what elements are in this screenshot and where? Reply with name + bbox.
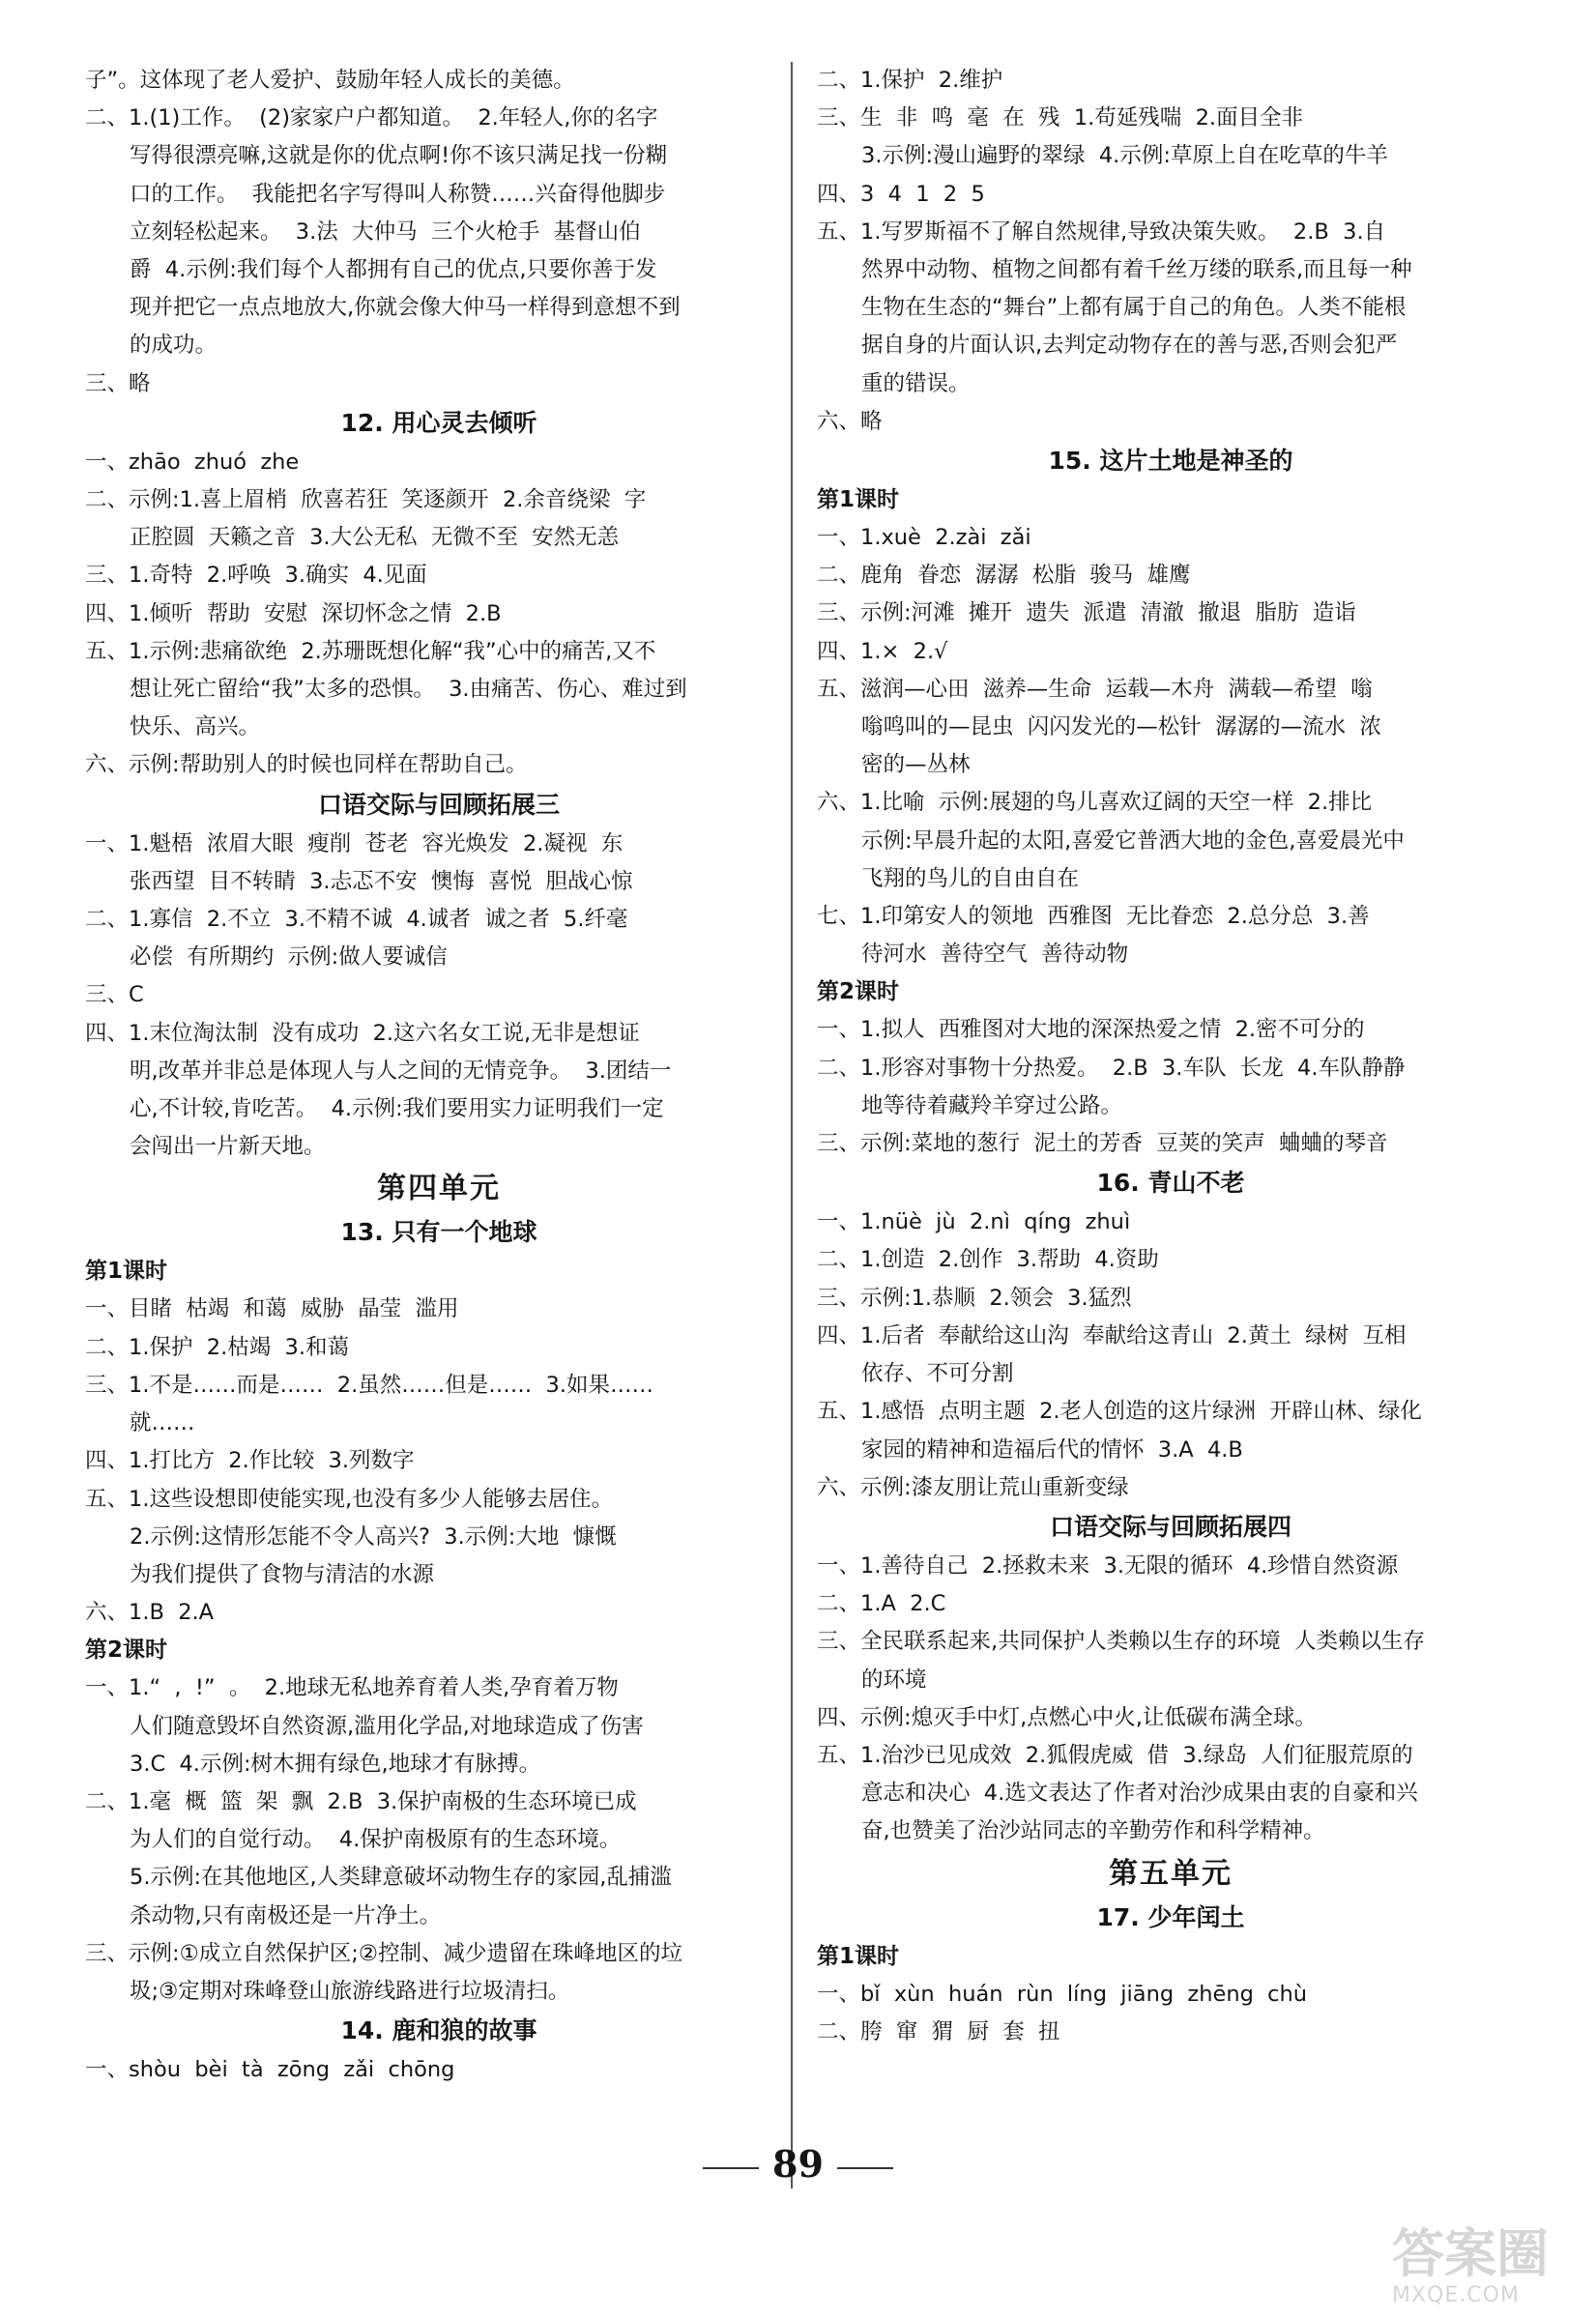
section-title: 口语交际与回顾拓展三 xyxy=(317,790,560,819)
answer-line-continued: 人们随意毁坏自然资源,滥用化学品,对地球造成了伤害 xyxy=(130,1713,644,1739)
answer-line-continued: 意志和决心 4.选文表达了作者对治沙成果由衷的自豪和兴 xyxy=(861,1781,1418,1807)
answer-line: 四、1.打比方 2.作比较 3.列数字 xyxy=(85,1448,415,1474)
watermark-site-text: MXQE.COM xyxy=(1392,2283,1520,2307)
answer-line-continued: 立刻轻松起来。 3.法 大仲马 三个火枪手 基督山伯 xyxy=(130,218,641,245)
answer-line: 三、示例:河滩 摊开 遗失 派遣 清澈 撤退 脂肪 造诣 xyxy=(817,600,1356,626)
answer-line: 三、示例:①成立自然保护区;②控制、减少遗留在珠峰地区的垃 xyxy=(85,1940,683,1966)
footer-dash-left xyxy=(703,2167,759,2169)
answer-line: 三、1.奇特 2.呼唤 3.确实 4.见面 xyxy=(85,563,427,589)
answer-line: 六、示例:漆友朋让荒山重新变绿 xyxy=(817,1474,1129,1500)
answer-line: 四、1.末位淘汰制 没有成功 2.这六名女工说,无非是想证 xyxy=(85,1020,640,1046)
answer-line: 二、1.A 2.C xyxy=(817,1591,946,1617)
answer-line-continued: 嗡鸣叫的—昆虫 闪闪发光的—松针 潺潺的—流水 浓 xyxy=(861,714,1381,740)
answer-line: 六、略 xyxy=(817,408,883,434)
column-divider xyxy=(791,62,793,2189)
answer-line: 一、shòu bèi tà zōng zǎi chōng xyxy=(85,2057,455,2083)
section-title: 口语交际与回顾拓展四 xyxy=(1049,1512,1291,1541)
lesson-label: 第1课时 xyxy=(817,1943,900,1969)
answer-line: 五、1.这些设想即使能实现,也没有多少人能够去居住。 xyxy=(85,1486,614,1512)
answer-line: 五、1.治沙已见成效 2.狐假虎威 借 3.绿岛 人们征服荒原的 xyxy=(817,1742,1413,1768)
answer-line: 一、1.魁梧 浓眉大眼 瘦削 苍老 容光焕发 2.凝视 东 xyxy=(85,830,624,856)
answer-line-continued: 示例:早晨升起的太阳,喜爱它普洒大地的金色,喜爱晨光中 xyxy=(861,827,1405,854)
answer-line: 三、1.不是……而是…… 2.虽然……但是…… 3.如果…… xyxy=(85,1372,654,1398)
answer-line-continued: 杀动物,只有南极还是一片净土。 xyxy=(130,1902,442,1928)
answer-line-continued: 3.示例:漫山遍野的翠绿 4.示例:草原上自在吃草的牛羊 xyxy=(861,143,1388,169)
answer-line: 二、1.形容对事物十分热爱。 2.B 3.车队 长龙 4.车队静静 xyxy=(817,1055,1406,1081)
answer-line: 一、bǐ xùn huán rùn líng jiāng zhēng chù xyxy=(817,1981,1308,2007)
answer-line-continued: 就…… xyxy=(130,1410,195,1436)
answer-line-continued: 的成功。 xyxy=(130,333,218,359)
answer-line-continued: 然界中动物、植物之间都有着千丝万缕的联系,而且每一种 xyxy=(861,257,1412,283)
answer-line: 三、示例:1.恭顺 2.领会 3.猛烈 xyxy=(817,1285,1132,1311)
answer-line: 四、1.后者 奉献给这山沟 奉献给这青山 2.黄土 绿树 互相 xyxy=(817,1322,1407,1348)
answer-line: 二、1.毫 概 篮 架 飘 2.B 3.保护南极的生态环境已成 xyxy=(85,1788,637,1814)
answer-line: 一、1.“ , !” 。 2.地球无私地养育着人类,孕育着万物 xyxy=(85,1675,619,1701)
answer-line-continued: 5.示例:在其他地区,人类肆意破坏动物生存的家园,乱捕滥 xyxy=(130,1865,672,1891)
answer-line: 一、1.xuè 2.zài zǎi xyxy=(817,525,1031,551)
answer-line: 五、1.示例:悲痛欲绝 2.苏珊既想化解“我”心中的痛苦,又不 xyxy=(85,638,656,664)
answer-line-continued: 家园的精神和造福后代的情怀 3.A 4.B xyxy=(861,1436,1243,1463)
answer-line-continued: 写得很漂亮嘛,这就是你的优点啊!你不该只满足找一份糊 xyxy=(130,143,668,169)
answer-line: 四、1.× 2.√ xyxy=(817,638,948,664)
answer-line: 六、1.B 2.A xyxy=(85,1600,215,1626)
answer-line-continued: 口的工作。 我能把名字写得叫人称赞……兴奋得他脚步 xyxy=(130,181,666,207)
answer-line-continued: 重的错误。 xyxy=(861,370,971,396)
section-title: 17. 少年闰土 xyxy=(1096,1902,1245,1931)
lesson-label: 第1课时 xyxy=(85,1259,168,1285)
answer-line: 一、1.nüè jù 2.nì qíng zhuì xyxy=(817,1209,1131,1235)
answer-line: 二、1.寡信 2.不立 3.不精不诚 4.诚者 诚之者 5.纤毫 xyxy=(85,907,628,933)
answer-line: 子”。这体现了老人爱护、鼓励年轻人成长的美德。 xyxy=(85,68,575,93)
answer-line-continued: 正腔圆 天籁之音 3.大公无私 无微不至 安然无恙 xyxy=(130,525,620,551)
answer-line: 五、滋润—心田 滋养—生命 运载—木舟 满载—希望 嗡 xyxy=(817,676,1373,702)
answer-line: 六、1.比喻 示例:展翅的鸟儿喜欢辽阔的天空一样 2.排比 xyxy=(817,790,1373,816)
answer-line: 三、全民联系起来,共同保护人类赖以生存的环境 人类赖以生存 xyxy=(817,1629,1425,1655)
answer-line-continued: 的环境 xyxy=(861,1667,927,1693)
answer-line: 二、1.创造 2.创作 3.帮助 4.资助 xyxy=(817,1247,1159,1273)
answer-line: 二、鹿角 眷恋 潺潺 松脂 骏马 雄鹰 xyxy=(817,563,1191,589)
answer-line: 七、1.印第安人的领地 西雅图 无比眷恋 2.总分总 3.善 xyxy=(817,904,1370,930)
answer-line: 三、C xyxy=(85,982,144,1008)
answer-line-continued: 爵 4.示例:我们每个人都拥有自己的优点,只要你善于发 xyxy=(130,257,657,283)
page-footer xyxy=(0,2142,1596,2186)
page-number: 89 xyxy=(772,2142,824,2186)
answer-line-continued: 想让死亡留给“我”太多的恐惧。 3.由痛苦、伤心、难过到 xyxy=(130,677,687,703)
answer-line-continued: 明,改革并非总是体现人与人之间的无情竞争。 3.团结一 xyxy=(130,1058,672,1084)
section-title: 14. 鹿和狼的故事 xyxy=(340,2016,537,2045)
lesson-label: 第2课时 xyxy=(817,979,900,1005)
answer-line: 一、1.善待自己 2.拯救未来 3.无限的循环 4.珍惜自然资源 xyxy=(817,1552,1399,1579)
answer-line: 二、1.(1)工作。 (2)家家户户都知道。 2.年轻人,你的名字 xyxy=(85,105,658,131)
answer-line: 四、3 4 1 2 5 xyxy=(817,181,985,207)
answer-line-continued: 圾;③定期对珠峰登山旅游线路进行垃圾清扫。 xyxy=(130,1978,570,2004)
answer-line-continued: 为人们的自觉行动。 4.保护南极原有的生态环境。 xyxy=(130,1827,622,1853)
unit-title: 第四单元 xyxy=(377,1172,501,1206)
answer-line: 二、1.保护 2.枯竭 3.和蔼 xyxy=(85,1334,350,1360)
answer-line: 四、示例:熄灭手中灯,点燃心中火,让低碳布满全球。 xyxy=(817,1704,1317,1730)
answer-line-continued: 依存、不可分割 xyxy=(861,1361,1014,1387)
section-title: 15. 这片土地是神圣的 xyxy=(1048,447,1293,476)
answer-line: 一、目睹 枯竭 和蔼 威胁 晶莹 滥用 xyxy=(85,1296,459,1322)
answer-line-continued: 地等待着藏羚羊穿过公路。 xyxy=(861,1092,1123,1118)
right-answer-column xyxy=(817,62,1524,2051)
answer-line: 一、1.拟人 西雅图对大地的深深热爱之情 2.密不可分的 xyxy=(817,1017,1365,1043)
answer-line: 三、示例:菜地的葱行 泥土的芳香 豆荚的笑声 蛐蛐的琴音 xyxy=(817,1131,1388,1157)
answer-line-continued: 据自身的片面认识,去判定动物存在的善与恶,否则会犯严 xyxy=(861,333,1398,359)
answer-line-continued: 奋,也赞美了治沙站同志的辛勤劳作和科学精神。 xyxy=(861,1818,1325,1844)
answer-line-continued: 待河水 善待空气 善待动物 xyxy=(861,942,1129,968)
unit-title: 第五单元 xyxy=(1109,1856,1233,1891)
answer-line: 二、示例:1.喜上眉梢 欣喜若狂 笑逐颜开 2.余音绕梁 字 xyxy=(85,487,647,513)
watermark-logo-text: 答案圈 xyxy=(1392,2223,1549,2284)
answer-line-continued: 3.C 4.示例:树木拥有绿色,地球才有脉搏。 xyxy=(130,1751,541,1777)
answer-line: 三、略 xyxy=(85,370,151,396)
answer-line-continued: 2.示例:这情形怎能不令人高兴? 3.示例:大地 慷慨 xyxy=(130,1523,617,1550)
answer-line-continued: 快乐、高兴。 xyxy=(130,714,261,740)
answer-line-continued: 生物在生态的“舞台”上都有属于自己的角色。人类不能根 xyxy=(861,295,1407,321)
section-title: 12. 用心灵去倾听 xyxy=(340,408,537,437)
footer-dash-right xyxy=(837,2167,893,2169)
answer-line-continued: 飞翔的鸟儿的自由自在 xyxy=(861,865,1080,891)
answer-line: 一、zhāo zhuó zhe xyxy=(85,449,300,475)
answer-line: 五、1.写罗斯福不了解自然规律,导致决策失败。 2.B 3.自 xyxy=(817,218,1386,245)
answer-line-continued: 现并把它一点点地放大,你就会像大仲马一样得到意想不到 xyxy=(130,295,681,321)
answer-line: 四、1.倾听 帮助 安慰 深切怀念之情 2.B xyxy=(85,600,502,626)
answer-line-continued: 密的—丛林 xyxy=(861,752,971,778)
lesson-label: 第2课时 xyxy=(85,1638,168,1664)
answer-line-continued: 张西望 目不转睛 3.忐忑不安 懊悔 喜悦 胆战心惊 xyxy=(130,868,633,894)
answer-line-continued: 必偿 有所期约 示例:做人要诚信 xyxy=(130,944,448,971)
answer-line-continued: 为我们提供了食物与清洁的水源 xyxy=(130,1561,435,1587)
answer-line-continued: 会闯出一片新天地。 xyxy=(130,1134,326,1160)
watermark-logo xyxy=(1392,2225,1585,2312)
left-answer-column xyxy=(85,62,793,2089)
section-title: 13. 只有一个地球 xyxy=(340,1218,537,1247)
answer-line: 三、生 非 鸣 毫 在 残 1.苟延残喘 2.面目全非 xyxy=(817,105,1304,131)
answer-line: 五、1.感悟 点明主题 2.老人创造的这片绿洲 开辟山林、绿化 xyxy=(817,1399,1422,1425)
answer-line: 二、胯 窜 猬 厨 套 扭 xyxy=(817,2018,1060,2044)
section-title: 16. 青山不老 xyxy=(1096,1169,1245,1198)
answer-line: 二、1.保护 2.维护 xyxy=(817,68,1003,93)
lesson-label: 第1课时 xyxy=(817,487,900,513)
answer-line: 六、示例:帮助别人的时候也同样在帮助自己。 xyxy=(85,752,528,778)
answer-line-continued: 心,不计较,肯吃苦。 4.示例:我们要用实力证明我们一定 xyxy=(130,1096,664,1122)
